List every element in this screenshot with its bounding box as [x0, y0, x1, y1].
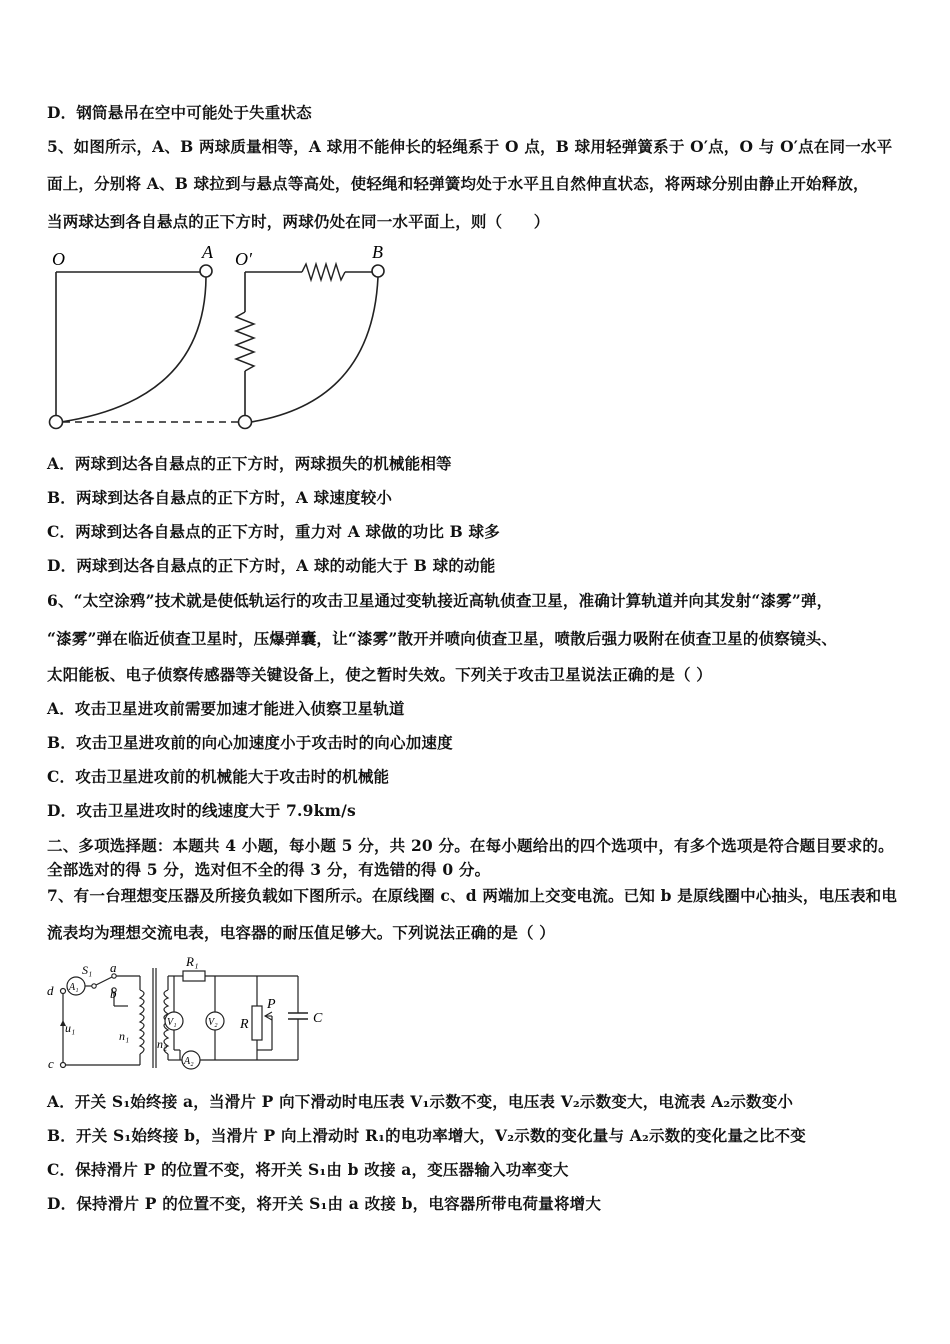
q7-option-a: A．开关 S₁始终接 a，当滑片 P 向下滑动时电压表 V₁示数不变，电压表 V₂示数变大，电流表 A₂示数变小	[47, 1092, 794, 1111]
ball-a-top	[200, 265, 212, 277]
ball-b-top	[372, 265, 384, 277]
q5-stem-line-2: 面上，分别将 A、B 球拉到与悬点等高处，使轻绳和轻弹簧均处于水平且自然伸直状态，将两球分别由静止开始释放，	[47, 174, 869, 193]
label-o: O	[52, 249, 65, 269]
label-v1: V₁	[167, 1017, 177, 1028]
q6-option-d: D．攻击卫星进攻时的线速度大于 7.9km/s	[47, 801, 356, 820]
q6-stem-line-3: 太阳能板、电子侦察传感器等关键设备上，使之暂时失效。下列关于攻击卫星说法正确的是（ ）	[47, 665, 712, 684]
q5-pendulum-figure	[40, 240, 400, 435]
q6-stem-line-2: “漆雾”弹在临近侦查卫星时，压爆弹囊，让“漆雾”散开并喷向侦查卫星，喷散后强力吸附在侦查卫星的侦察镜头、	[47, 629, 838, 648]
ball-b-bottom	[239, 416, 252, 429]
q4-option-d: D．钢筒悬吊在空中可能处于失重状态	[47, 103, 312, 122]
label-n1: n₁	[119, 1029, 130, 1043]
resistor-r1	[183, 971, 205, 981]
q6-option-b: B．攻击卫星进攻前的向心加速度小于攻击时的向心加速度	[47, 733, 453, 752]
label-cap: C	[313, 1011, 323, 1026]
q6-option-c: C．攻击卫星进攻前的机械能大于攻击时的机械能	[47, 767, 390, 786]
q5-option-a: A．两球到达各自悬点的正下方时，两球损失的机械能相等	[47, 454, 452, 473]
label-r1: R₁	[186, 954, 199, 969]
label-a1: A₁	[69, 982, 79, 993]
label-u1: u₁	[65, 1021, 76, 1035]
q6-stem-line-1: 6、“太空涂鸦”技术就是使低轨运行的攻击卫星通过变轨接近高轨侦查卫星，准确计算轨道并向其发射“漆雾”弹，	[47, 591, 833, 610]
rheostat-r	[252, 1006, 262, 1040]
label-n2: n₂	[157, 1037, 168, 1051]
q5-option-b: B．两球到达各自悬点的正下方时，A 球速度较小	[47, 488, 393, 507]
label-v2: V₂	[208, 1017, 218, 1028]
label-a2: A₂	[184, 1056, 194, 1067]
label-a: A	[202, 242, 213, 262]
label-o-prime: O′	[235, 249, 252, 269]
label-b: B	[372, 242, 383, 262]
q7-option-c: C．保持滑片 P 的位置不变，将开关 S₁由 b 改接 a，变压器输入功率变大	[47, 1160, 569, 1179]
q7-stem-line-1: 7、有一台理想变压器及所接负载如下图所示。在原线圈 c、d 两端加上交变电流。已知 b 是原线圈中心抽头，电压表和电	[47, 886, 898, 905]
q7-option-b: B．开关 S₁始终接 b，当滑片 P 向上滑动时 R₁的电功率增大，V₂示数的变化量与 A₂示数的变化量之比不变	[47, 1126, 806, 1145]
label-p: P	[267, 997, 276, 1012]
label-s1: S₁	[82, 963, 93, 977]
q5-option-d: D．两球到达各自悬点的正下方时，A 球的动能大于 B 球的动能	[47, 556, 496, 575]
section2-line-2: 全部选对的得 5 分，选对但不全的得 3 分，有选错的得 0 分。	[47, 860, 491, 879]
label-d: d	[47, 983, 54, 998]
label-r: R	[240, 1017, 249, 1032]
section2-line-1: 二、多项选择题：本题共 4 小题，每小题 5 分，共 20 分。在每小题给出的四个选项中，有多个选项是符合题目要求的。	[47, 836, 894, 855]
q5-option-c: C．两球到达各自悬点的正下方时，重力对 A 球做的功比 B 球多	[47, 522, 500, 541]
label-c: c	[48, 1056, 54, 1071]
q5-stem-line-3: 当两球达到各自悬点的正下方时，两球仍处在同一水平面上，则（ ）	[47, 212, 550, 231]
label-a: a	[110, 960, 117, 975]
q7-option-d: D．保持滑片 P 的位置不变，将开关 S₁由 a 改接 b，电容器所带电荷量将增大	[47, 1194, 602, 1213]
label-b: b	[110, 986, 117, 1001]
q6-option-a: A．攻击卫星进攻前需要加速才能进入侦察卫星轨道	[47, 699, 405, 718]
q7-circuit-figure	[40, 950, 340, 1075]
ball-a-bottom	[50, 416, 63, 429]
q7-stem-line-2: 流表均为理想交流电表，电容器的耐压值足够大。下列说法正确的是（ ）	[47, 923, 555, 942]
q5-stem-line-1: 5、如图所示，A、B 两球质量相等，A 球用不能伸长的轻绳系于 O 点，B 球用轻弹簧系于 O′点，O 与 O′点在同一水平	[47, 137, 893, 156]
